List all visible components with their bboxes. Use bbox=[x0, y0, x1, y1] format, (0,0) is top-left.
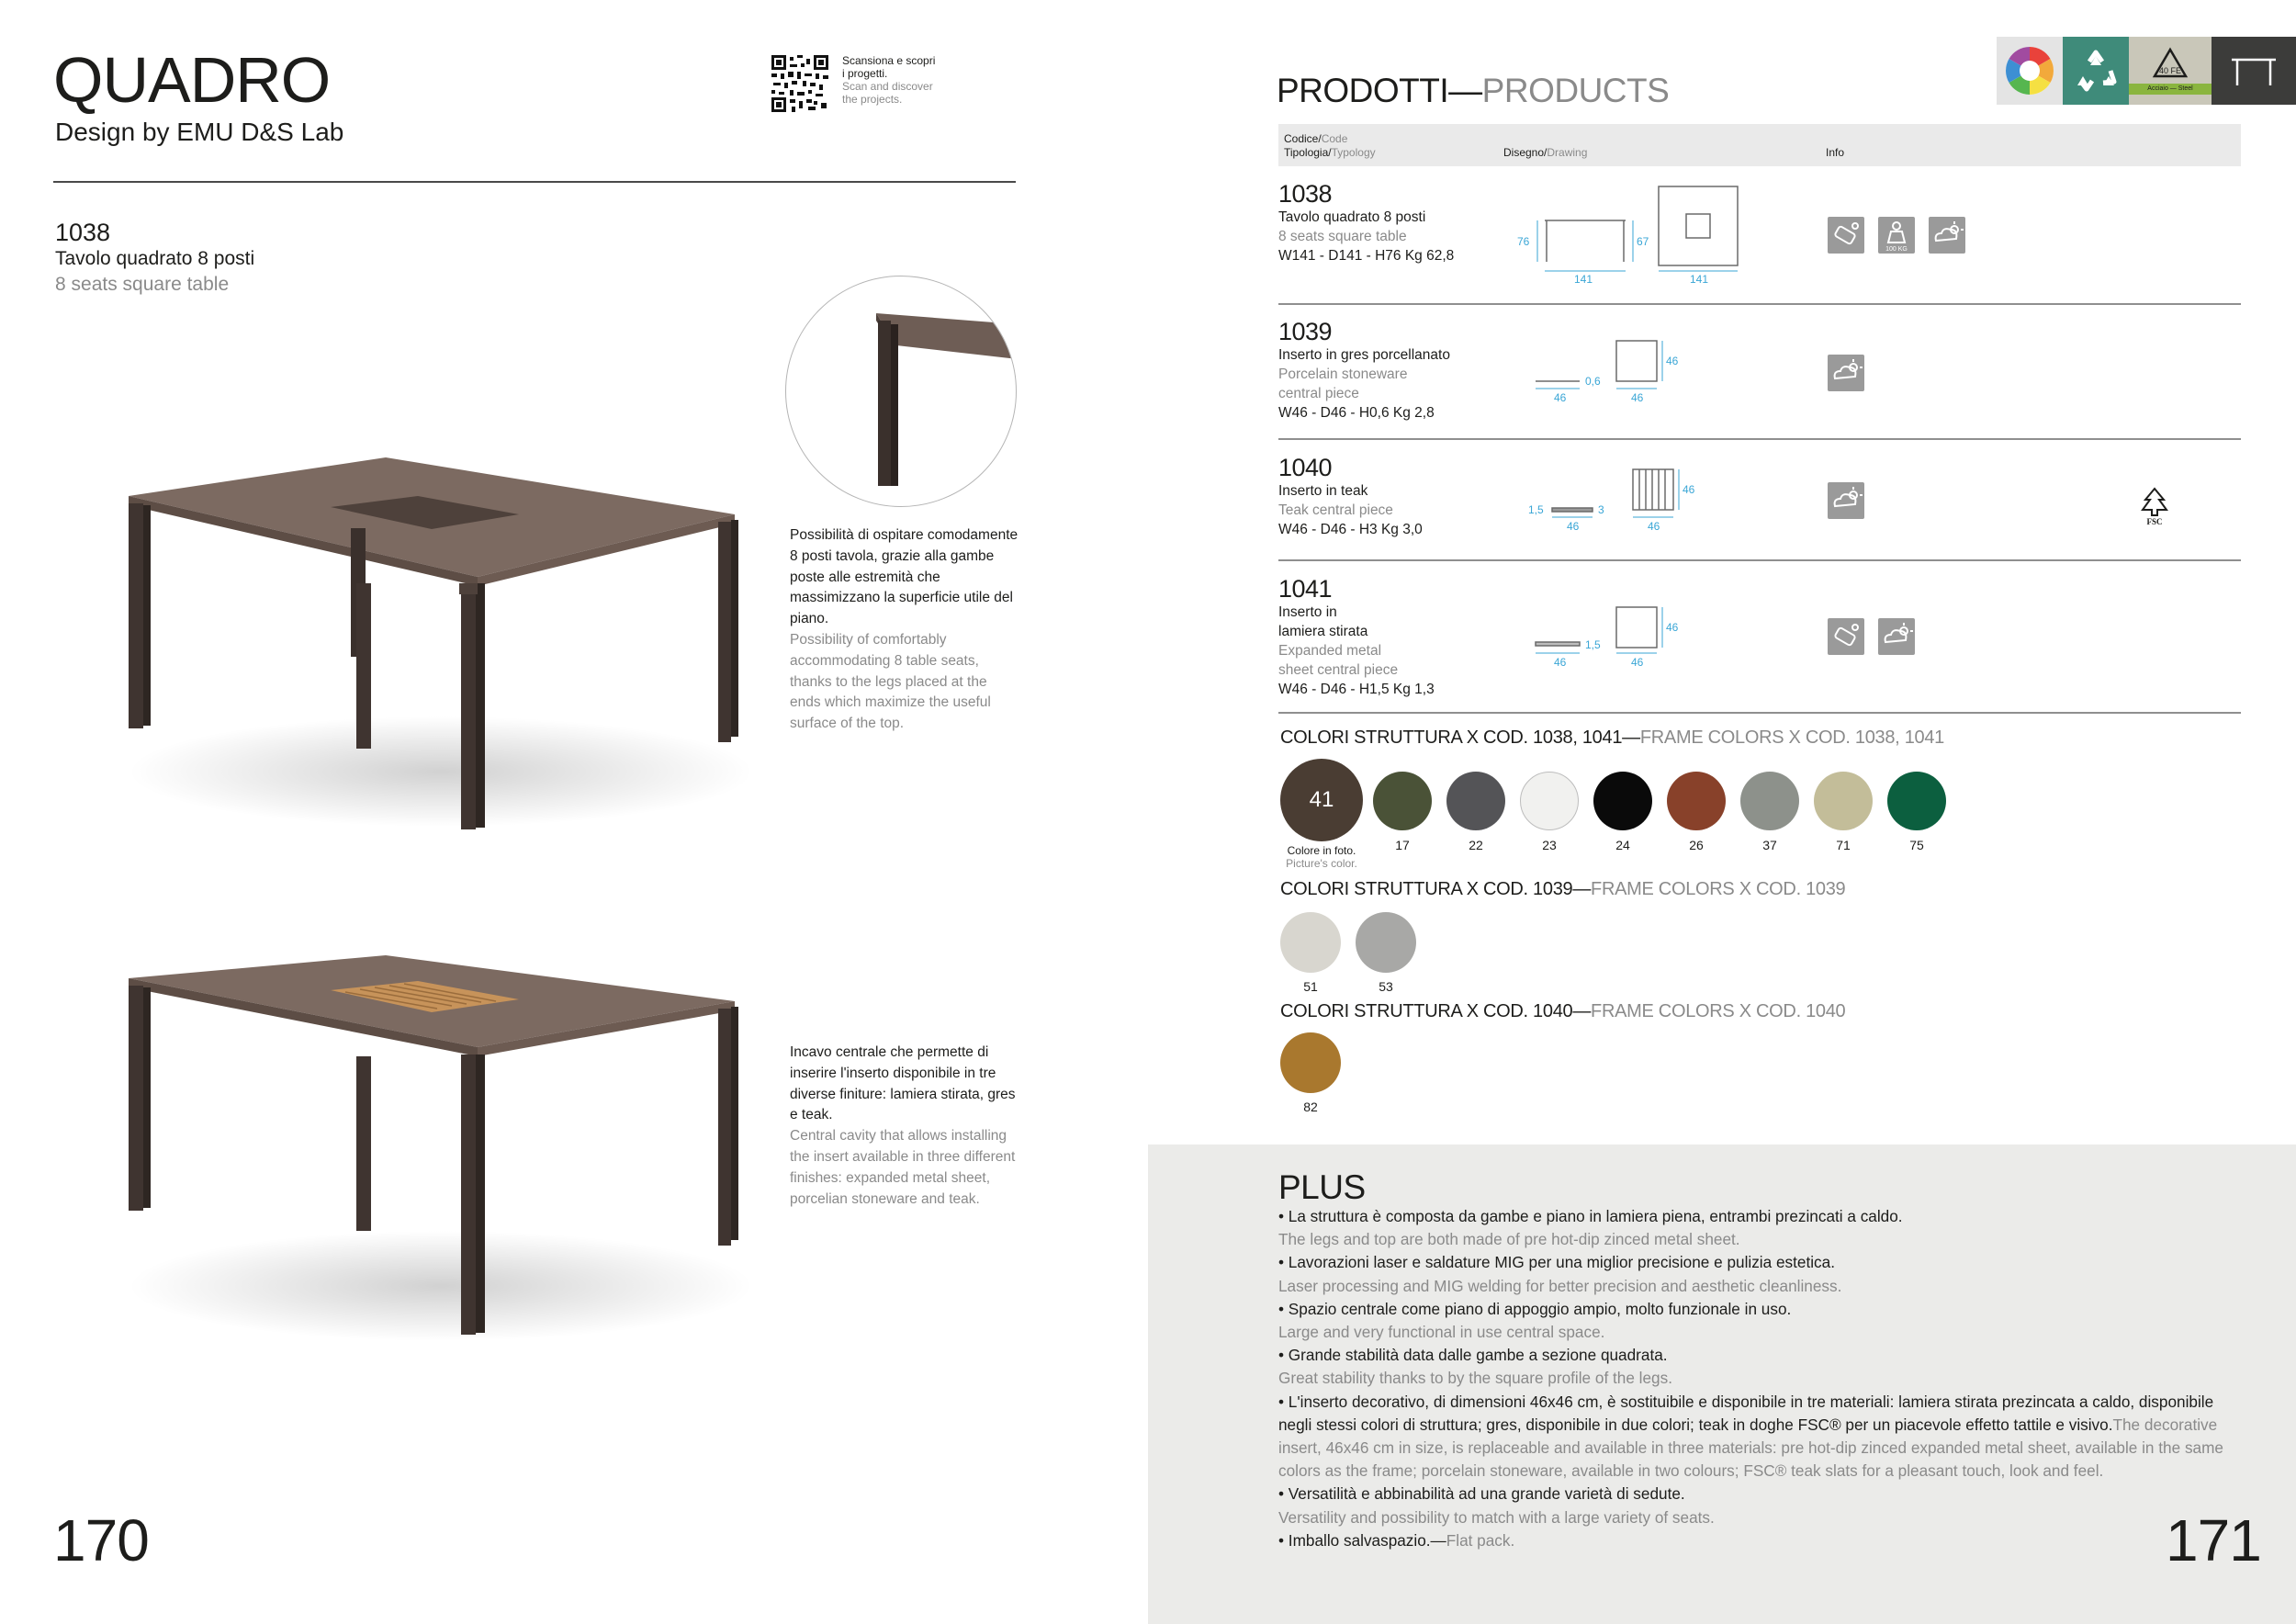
certification-bar bbox=[1997, 37, 2296, 105]
product-name-it: Inserto in gres porcellanato bbox=[1278, 347, 1450, 363]
product-name-en: Porcelain stoneware central piece bbox=[1278, 367, 1408, 401]
product-name-it: Inserto in lamiera stirata bbox=[1278, 604, 1368, 639]
dim-w: 46 bbox=[1554, 656, 1567, 669]
color-swatch-82[interactable] bbox=[1280, 1032, 1341, 1093]
dim-t1: 1,5 bbox=[1528, 503, 1544, 516]
plus-item-it: • Versatilità e abbinabilità ad una grande varietà di sedute. bbox=[1278, 1484, 1685, 1504]
fsc-logo-icon bbox=[2136, 485, 2173, 525]
dim-t2: 3 bbox=[1598, 503, 1604, 516]
divider bbox=[53, 181, 1016, 183]
plus-item bbox=[1278, 1344, 2243, 1390]
product-row-1040 bbox=[1278, 454, 1423, 539]
dim-h: 46 bbox=[1683, 483, 1695, 496]
product-dims: W46 - D46 - H1,5 Kg 1,3 bbox=[1278, 682, 1435, 697]
header-code: Codice/Code Tipologia/Typology bbox=[1284, 132, 1376, 159]
page-number-right: 171 bbox=[2166, 1507, 2261, 1573]
product-dims: W141 - D141 - H76 Kg 62,8 bbox=[1278, 248, 1455, 264]
product-code: 1038 bbox=[1278, 180, 1333, 208]
plus-item-en: Large and very functional in use central space. bbox=[1278, 1323, 1605, 1342]
swatch-code: 17 bbox=[1395, 838, 1410, 852]
table-photo-teak-insert bbox=[110, 955, 771, 1350]
detail-leg-photo bbox=[786, 276, 1017, 507]
weather-resistant-icon bbox=[1828, 482, 1864, 519]
swatch-code: 51 bbox=[1303, 979, 1318, 994]
color-swatch-23[interactable] bbox=[1520, 772, 1579, 830]
dim-w2: 46 bbox=[1631, 656, 1644, 669]
swatch-code: 26 bbox=[1689, 838, 1704, 852]
color-swatch-71[interactable] bbox=[1814, 772, 1873, 830]
swatch-code: 53 bbox=[1379, 979, 1393, 994]
dim-h2: 67 bbox=[1637, 235, 1649, 248]
swatch-code: 37 bbox=[1762, 838, 1777, 852]
products-heading bbox=[1277, 73, 1669, 107]
product-name-it: Tavolo quadrato 8 posti bbox=[55, 248, 255, 269]
product-row-1039 bbox=[1278, 318, 1450, 423]
color-swatch-41[interactable] bbox=[1280, 759, 1363, 841]
plus-item bbox=[1278, 1529, 2243, 1552]
description-1-it: Possibilità di ospitare comodamente 8 posti tavola, grazie alla gambe poste alle estremità che massimizzano la superficie utile del piano. bbox=[790, 527, 1019, 627]
swatch-note: Colore in foto. Picture's color. bbox=[1286, 844, 1357, 870]
product-name-en: 8 seats square table bbox=[1278, 229, 1407, 244]
page-number-left: 170 bbox=[53, 1507, 149, 1573]
swatch-code: 75 bbox=[1909, 838, 1924, 852]
plus-item-en: The legs and top are both made of pre hot-dip zinced metal sheet. bbox=[1278, 1230, 1740, 1249]
swatch-code: 71 bbox=[1836, 838, 1851, 852]
designer-credit: Design by EMU D&S Lab bbox=[55, 118, 344, 146]
products-heading-it: PRODOTTI bbox=[1277, 72, 1449, 109]
color-swatch-24[interactable] bbox=[1593, 772, 1652, 830]
header-info: Info bbox=[1826, 146, 1845, 159]
plus-item-it: • Imballo salvaspazio.— bbox=[1278, 1530, 1446, 1550]
product-name-it: Tavolo quadrato 8 posti bbox=[1278, 209, 1426, 225]
dim-t: 0,6 bbox=[1585, 375, 1601, 388]
color-swatch-75[interactable] bbox=[1887, 772, 1946, 830]
dim-h: 46 bbox=[1666, 621, 1679, 634]
swatch-code: 82 bbox=[1303, 1100, 1318, 1114]
plus-item bbox=[1278, 1391, 2243, 1483]
product-dims: W46 - D46 - H3 Kg 3,0 bbox=[1278, 522, 1423, 537]
dim-h: 46 bbox=[1666, 355, 1679, 367]
plus-item-en: Versatility and possibility to match with a large variety of seats. bbox=[1278, 1507, 1715, 1527]
dim-w2: 46 bbox=[1631, 391, 1644, 404]
dim-w: 141 bbox=[1574, 273, 1593, 286]
swatch-code: 23 bbox=[1542, 838, 1557, 852]
page-title: QUADRO bbox=[53, 44, 331, 116]
detail-closeup bbox=[785, 276, 1017, 507]
color-swatch-26[interactable] bbox=[1667, 772, 1726, 830]
plus-item-en: Great stability thanks to by the square profile of the legs. bbox=[1278, 1369, 1672, 1388]
row-divider bbox=[1278, 303, 2241, 305]
qr-caption-it-1: Scansiona e scopri bbox=[842, 54, 936, 67]
row-divider bbox=[1278, 559, 2241, 561]
description-2-en: Central cavity that allows installing the insert available in three different finishes: expanded metal sheet, porcelian stoneware and teak. bbox=[790, 1128, 1016, 1207]
dim-h: 76 bbox=[1517, 235, 1530, 248]
plus-item-it: • Grande stabilità data dalle gambe a sezione quadrata. bbox=[1278, 1346, 1668, 1365]
dim-t: 1,5 bbox=[1585, 638, 1601, 651]
load-100kg-icon bbox=[1878, 217, 1915, 254]
drawing-1041 bbox=[1525, 602, 1690, 675]
fsc-label: FSC bbox=[2146, 517, 2163, 525]
colors-2-title: COLORI STRUTTURA X COD. 1039—FRAME COLORS X COD. 1039 bbox=[1280, 879, 1846, 899]
plus-item-en: Flat pack. bbox=[1446, 1530, 1515, 1550]
product-code: 1041 bbox=[1278, 575, 1333, 603]
products-heading-sep: — bbox=[1448, 72, 1482, 109]
color-swatch-51[interactable] bbox=[1280, 912, 1341, 973]
dim-w2: 46 bbox=[1648, 520, 1660, 533]
plus-item bbox=[1278, 1483, 2243, 1528]
load-label: 100 KG bbox=[1885, 246, 1908, 253]
colors-1-title: COLORI STRUTTURA X COD. 1038, 1041—FRAME COLORS X COD. 1038, 1041 bbox=[1280, 727, 1944, 748]
weather-resistant-icon bbox=[1878, 618, 1915, 655]
colors-3-title: COLORI STRUTTURA X COD. 1040—FRAME COLORS X COD. 1040 bbox=[1280, 1001, 1846, 1021]
qr-code[interactable] bbox=[771, 55, 828, 112]
color-swatch-53[interactable] bbox=[1356, 912, 1416, 973]
product-code: 1038 bbox=[55, 219, 111, 246]
plus-list bbox=[1278, 1205, 2243, 1552]
description-1 bbox=[790, 525, 1019, 735]
color-swatch-37[interactable] bbox=[1740, 772, 1799, 830]
row-divider bbox=[1278, 712, 2241, 714]
header-drawing: Disegno/Drawing bbox=[1503, 146, 1588, 159]
color-wheel-icon bbox=[1997, 37, 2063, 105]
drawing-1039 bbox=[1525, 335, 1690, 409]
weather-resistant-icon bbox=[1828, 355, 1864, 391]
plus-item-it: • L'inserto decorativo, di dimensioni 46x46 cm, è sostituibile e disponibile in tre materiali: lamiera stirata prezincata a caldo, disponibile negli stessi colori di struttura; gres, disponibile in due colori; teak in doghe FSC® per un piacevole effetto tattile e visivo. bbox=[1278, 1392, 2214, 1434]
steel-recycling-icon bbox=[2129, 37, 2212, 105]
drawing-1038 bbox=[1515, 179, 1745, 289]
table-outline-icon bbox=[2212, 37, 2296, 105]
product-name-en: 8 seats square table bbox=[55, 274, 230, 295]
qr-caption-it-2: i progetti. bbox=[842, 67, 888, 80]
plus-item bbox=[1278, 1205, 2243, 1251]
table-photo-1038 bbox=[110, 441, 771, 836]
plus-item-it: • Spazio centrale come piano di appoggio ampio, molto funzionale in uso. bbox=[1278, 1299, 1792, 1318]
product-code: 1040 bbox=[1278, 454, 1333, 481]
heat-zinc-icon bbox=[1828, 618, 1864, 655]
description-2-it: Incavo centrale che permette di inserire l'inserto disponibile in tre diverse finiture: lamiera stirata, gres e teak. bbox=[790, 1044, 1016, 1123]
color-swatch-17[interactable] bbox=[1373, 772, 1432, 830]
product-row-1038 bbox=[1278, 180, 1454, 265]
dim-w: 46 bbox=[1567, 520, 1580, 533]
product-name-en: Expanded metal sheet central piece bbox=[1278, 643, 1399, 678]
dim-w: 46 bbox=[1554, 391, 1567, 404]
products-table-header bbox=[1278, 124, 2241, 166]
qr-caption bbox=[842, 54, 952, 106]
plus-item-en: Laser processing and MIG welding for better precision and aesthetic cleanliness. bbox=[1278, 1276, 1842, 1295]
plus-item-it: • Lavorazioni laser e saldature MIG per una miglior precisione e pulizia estetica. bbox=[1278, 1253, 1835, 1272]
qr-caption-en-2: the projects. bbox=[842, 93, 903, 106]
swatch-code: 22 bbox=[1469, 838, 1483, 852]
swatch-code: 41 bbox=[1309, 787, 1334, 812]
steel-code: 40 FE bbox=[2158, 66, 2182, 75]
weather-resistant-icon bbox=[1929, 217, 1965, 254]
product-row-1041 bbox=[1278, 575, 1435, 699]
dim-w2: 141 bbox=[1690, 273, 1709, 286]
drawing-1040 bbox=[1525, 464, 1708, 537]
steel-label: Acciaio — Steel bbox=[2129, 84, 2212, 95]
description-2 bbox=[790, 1043, 1019, 1210]
description-1-en: Possibility of comfortably accommodating 8 table seats, thanks to the legs placed at the ends which maximize the useful surface of the top. bbox=[790, 631, 991, 732]
plus-item-en: The decorative insert, 46x46 cm in size, is replaceable and available in three materials: pre hot-dip zinced expanded metal sheet, available in the same colors as the frame; porcelain stoneware, available in two colours; FSC® teak slats for a pleasant touch, look and feel. bbox=[1278, 1415, 2223, 1481]
qr-caption-en-1: Scan and discover bbox=[842, 80, 933, 93]
row-divider bbox=[1278, 438, 2241, 440]
color-swatch-22[interactable] bbox=[1446, 772, 1505, 830]
plus-item bbox=[1278, 1298, 2243, 1344]
plus-title: PLUS bbox=[1278, 1168, 1366, 1206]
swatch-code: 24 bbox=[1615, 838, 1630, 852]
plus-item bbox=[1278, 1251, 2243, 1297]
products-heading-en: PRODUCTS bbox=[1481, 72, 1670, 109]
heat-zinc-icon bbox=[1828, 217, 1864, 254]
product-name-it: Inserto in teak bbox=[1278, 483, 1368, 499]
product-name-en: Teak central piece bbox=[1278, 502, 1393, 518]
product-dims: W46 - D46 - H0,6 Kg 2,8 bbox=[1278, 405, 1435, 421]
plus-item-it: • La struttura è composta da gambe e piano in lamiera piena, entrambi prezincati a caldo. bbox=[1278, 1207, 1903, 1225]
recycle-icon bbox=[2063, 37, 2129, 105]
product-code: 1039 bbox=[1278, 318, 1333, 345]
